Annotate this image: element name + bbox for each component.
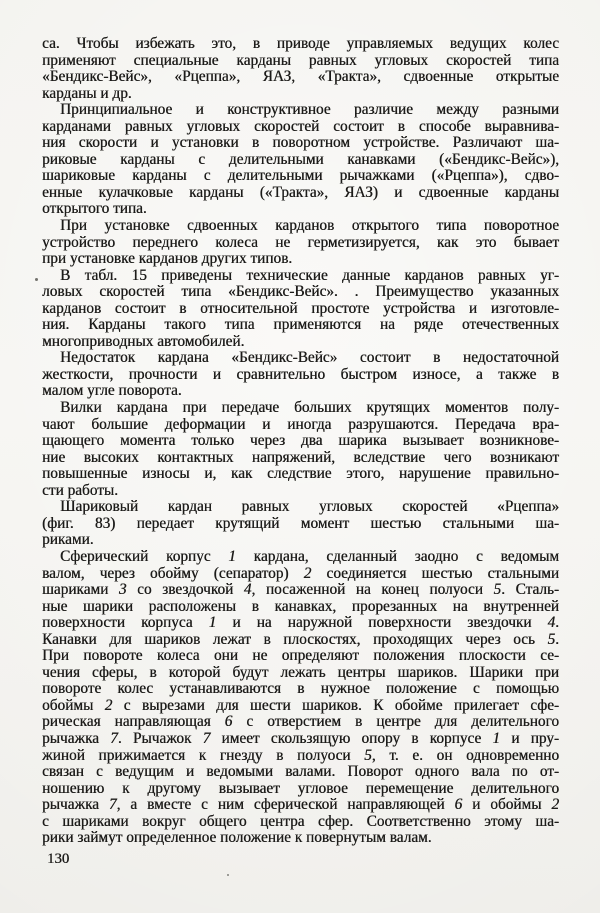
text-line: Вилки кардана при передаче больших крутящих моментов полу- <box>60 399 559 417</box>
text-line: малом угле поворота. <box>42 382 182 400</box>
text-line: ния скорости и установки в поворотном устройстве. Различают ша- <box>42 134 559 152</box>
text-line: При установке сдвоенных карданов открытого типа поворотное <box>60 217 559 235</box>
text-line: рычажка 7. Рычажок 7 имеет скользящую опору в корпусе 1 и пру- <box>42 729 559 747</box>
text-line: В табл. 15 приведены технические данные карданов равных уг- <box>60 266 559 284</box>
text-line: ние высоких контактных напряжений, вследствие чего возникают <box>42 448 559 466</box>
text-line: щающего момента только через два шарика вызывает возникнове- <box>42 432 559 450</box>
ink-speck <box>227 874 229 876</box>
text-line: с шариками вокруг общего центра сфер. Соответственно этому ша- <box>42 812 559 830</box>
text-line: открытого типа. <box>42 200 147 218</box>
page-number: 130 <box>47 851 70 867</box>
text-line: ные шарики расположены в канавках, прорезанных на внутренней <box>42 597 559 615</box>
text-line: жиной прижимается к гнезду в полуоси 5, т. е. он одновременно <box>42 746 560 764</box>
text-line: чают большие деформации и иногда разрушаются. Передача вра- <box>42 415 559 433</box>
paragraph <box>42 36 559 102</box>
text-line: При повороте колеса они не определяют положения плоскости се- <box>42 647 559 665</box>
text-line: Канавки для шариков лежат в плоскостях, проходящих через ось 5. <box>42 630 559 648</box>
paragraph <box>42 400 559 499</box>
text-line: (фиг. 83) передает крутящий момент шестью стальными ша- <box>42 514 559 532</box>
text-line: валом, через обойму (сепаратор) 2 соединяется шестью стальными <box>42 564 560 582</box>
text-line: шариками 3 со звездочкой 4, посаженной на конец полуоси 5. Сталь- <box>42 581 560 599</box>
text-line: карданами равных угловых скоростей состоит в способе выравнива- <box>42 117 559 135</box>
text-line: чения сферы, в которой будут лежать центры шариков. Шарики при <box>42 663 559 681</box>
paragraph <box>42 350 559 400</box>
text-line: енные кулачковые карданы («Тракта», ЯАЗ) и сдвоенные карданы <box>42 183 559 201</box>
text-line: Принципиальное и конструктивное различие между разными <box>60 101 559 119</box>
text-line: многоприводных автомобилей. <box>42 332 245 350</box>
text-line: повороте колес устанавливаются в нужное положение с помощью <box>42 680 559 698</box>
paragraph <box>42 268 559 351</box>
text-line: «Бендикс-Вейс», «Рцеппа», ЯАЗ, «Тракта», сдвоенные открытые <box>42 68 559 86</box>
text-line: сти работы. <box>42 481 118 499</box>
text-line: жесткости, прочности и сравнительно быстром износе, а также в <box>42 365 559 383</box>
text-line: карданы и др. <box>42 84 132 102</box>
text-line: Сферический корпус 1 кардана, сделанный заодно с ведомым <box>60 547 560 565</box>
text-line: шариковые карданы с делительными рычажками («Рцеппа»), сдво- <box>42 167 559 185</box>
text-line: рическая направляющая 6 с отверстием в центре для делительного <box>42 713 559 731</box>
ink-speck <box>35 278 38 281</box>
paragraph <box>42 218 559 268</box>
text-line: ношению к другому вызывает угловое перемещение делительного <box>42 779 559 797</box>
text-line: са. Чтобы избежать это, в приводе управляемых ведущих колес <box>42 35 559 52</box>
text-line: Недостаток кардана «Бендикс-Вейс» состоит в недостаточной <box>60 349 559 367</box>
text-line: ловых скоростей типа «Бендикс-Вейс». . Преимущество указанных <box>42 283 559 301</box>
text-line: поверхности корпуса 1 и на наружной поверхности звездочки 4. <box>42 614 559 632</box>
text-line: обоймы 2 с вырезами для шести шариков. К обойме прилегает сфе- <box>42 696 559 714</box>
paragraph <box>42 102 559 218</box>
page-text-block <box>42 36 559 847</box>
text-line: карданов состоит в относительной простоте устройства и изготовле- <box>42 299 559 317</box>
text-line: рики займут определенное положение к повернутым валам. <box>42 829 432 847</box>
paragraph <box>42 499 559 549</box>
paragraph <box>42 549 559 847</box>
text-line: при установке карданов других типов. <box>42 250 293 268</box>
text-line: Шариковый кардан равных угловых скоростей «Рцеппа» <box>60 498 559 516</box>
text-line: риковые карданы с делительными канавками («Бендикс-Вейс»), <box>42 150 559 168</box>
text-line: связан с ведущим и ведомыми валами. Поворот одного вала по от- <box>42 763 559 781</box>
text-line: повышенные износы и, как следствие этого, нарушение правильно- <box>42 465 559 483</box>
text-line: риками. <box>42 531 94 549</box>
text-line: ния. Карданы такого типа применяются на ряде отечественных <box>42 316 559 334</box>
text-line: устройство переднего колеса не герметизируется, как это бывает <box>42 233 559 251</box>
text-line: рычажка 7, а вместе с ним сферической направляющей 6 и обоймы 2 <box>42 796 559 814</box>
text-line: применяют специальные карданы равных угловых скоростей типа <box>42 51 559 69</box>
